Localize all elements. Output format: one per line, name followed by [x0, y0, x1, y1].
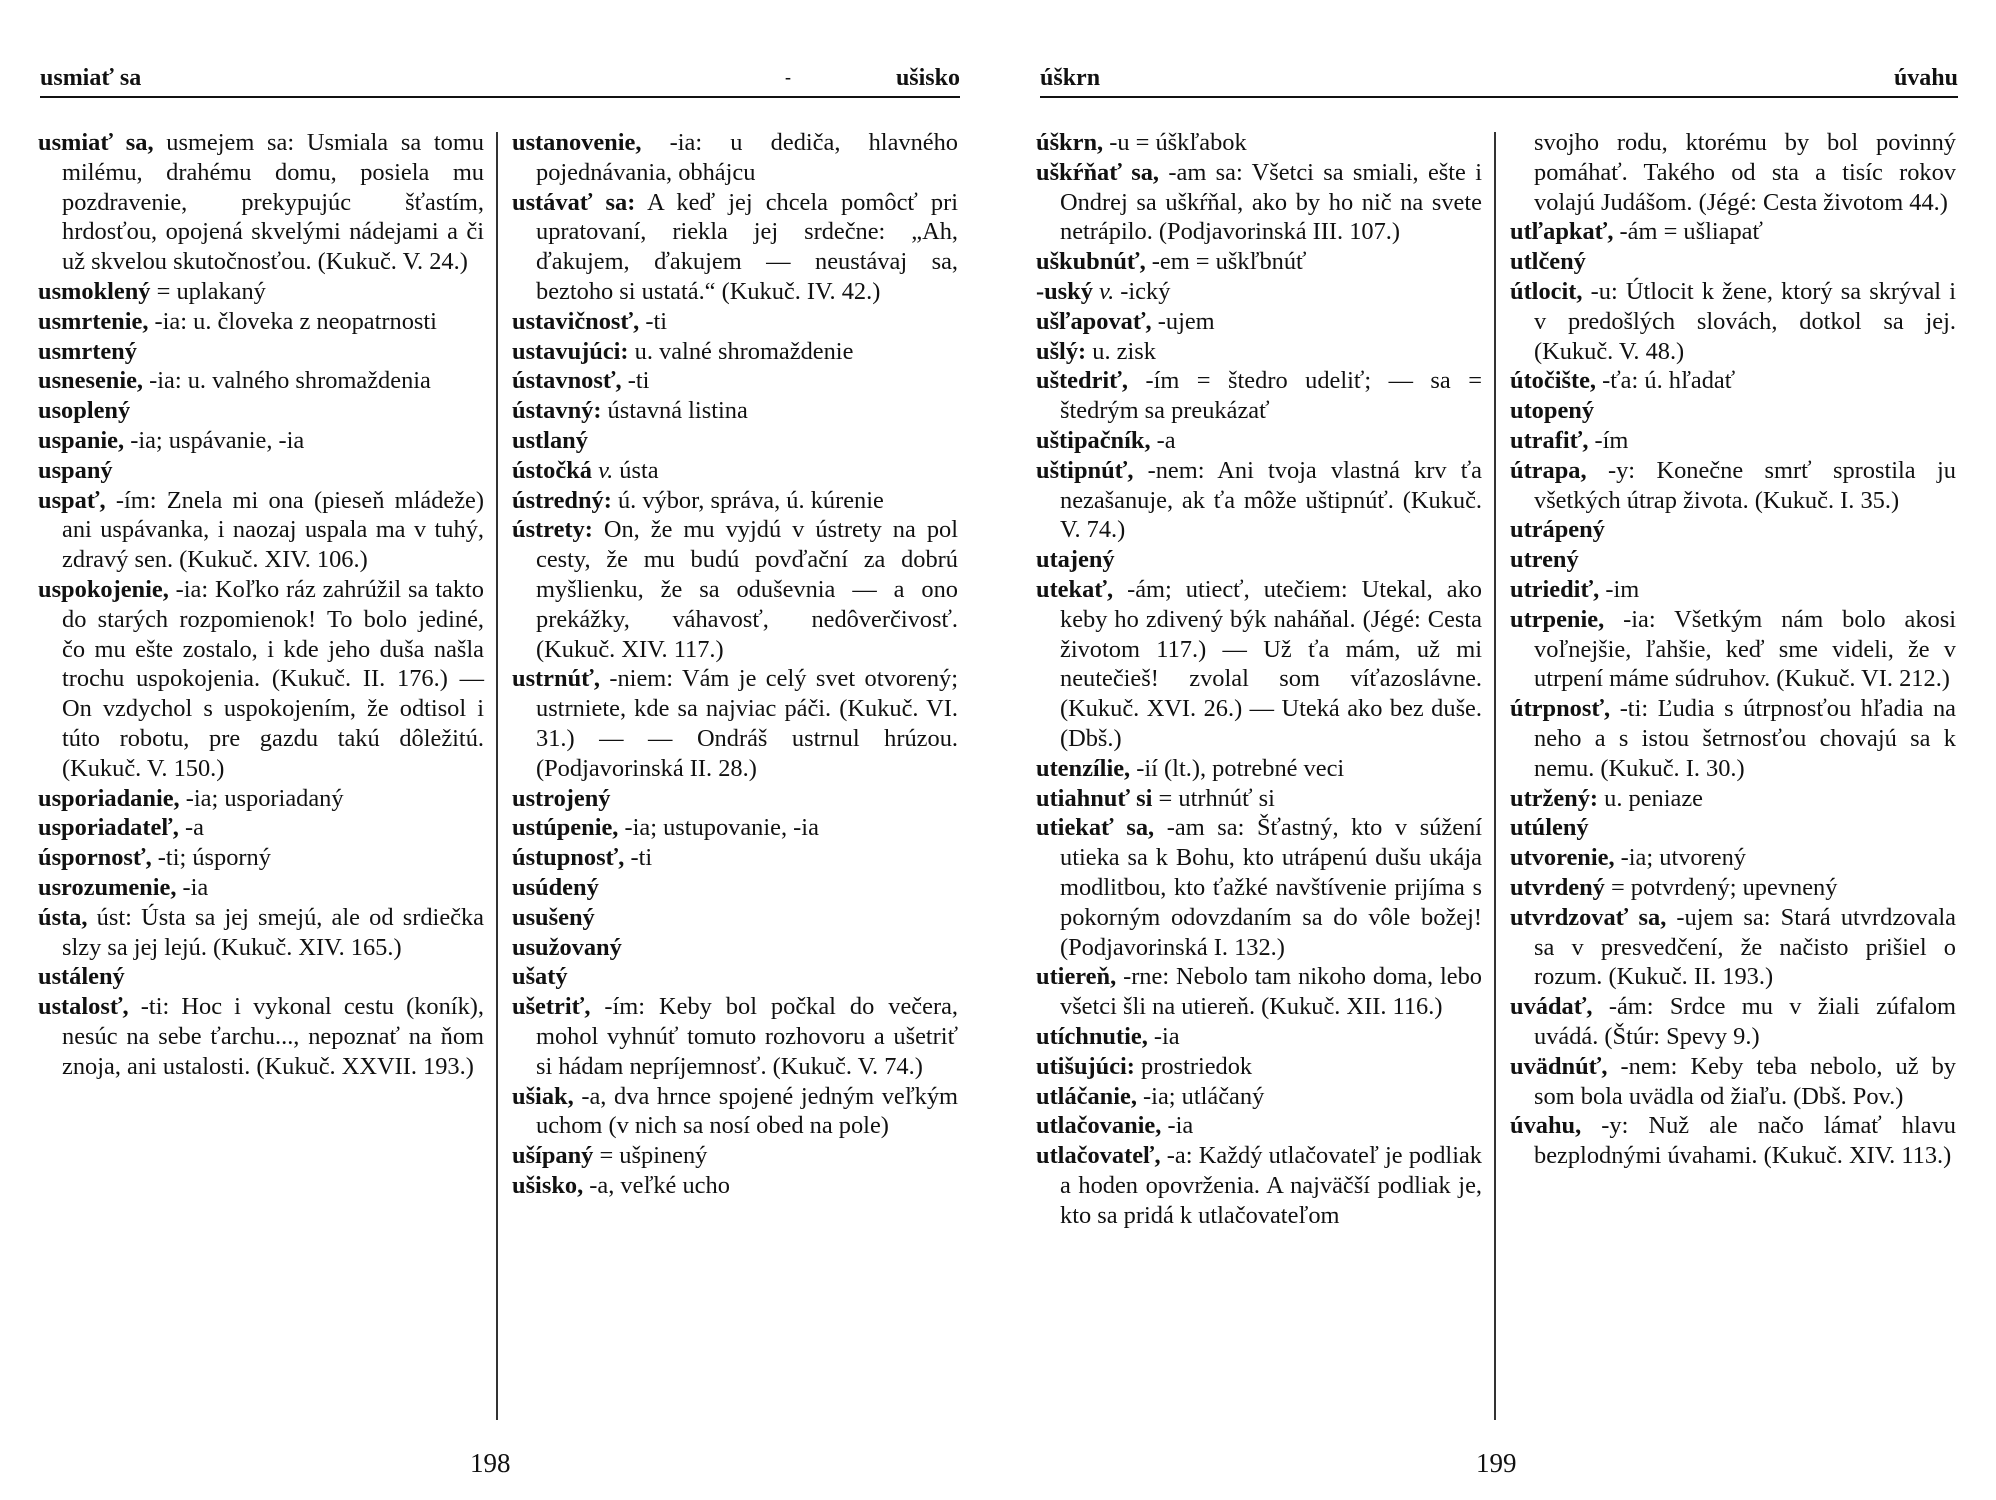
headword: uštedriť,	[1036, 367, 1128, 395]
entry-text: -ti	[639, 307, 668, 335]
headword: ústavnosť,	[512, 367, 622, 395]
dictionary-entry	[512, 784, 958, 814]
headword: ústredný:	[512, 486, 612, 514]
dictionary-entry	[38, 813, 484, 843]
entry-text: A keď jej chcela pomôcť pri upratovaní, riekla jej srdečne: „Ah, ďakujem, ďakujem — neustávaj sa, beztoho si ustatá.“ (Kukuč. IV. 42.)	[536, 188, 958, 305]
dictionary-entry	[1510, 545, 1956, 575]
headword: usnesenie,	[38, 367, 144, 395]
dictionary-entry	[38, 128, 484, 277]
page-number: 199	[1476, 1448, 1517, 1478]
headword: ústočká	[512, 456, 592, 484]
column-divider	[496, 132, 498, 1420]
entry-text: -ia	[1147, 1022, 1180, 1050]
dictionary-entry	[38, 903, 484, 963]
headword: usušený	[512, 903, 595, 931]
guide-word-right: ušisko	[895, 65, 960, 91]
entry-text: -am sa: Šťastný, kto v súžení utieka sa k Bohu, kto utrápenú dušu ukája modlitbou, kto ťažké navštívenie prijíma s pokorným odovzdaním sa do vôle božej! (Podjavorinská I. 132.)	[1060, 814, 1483, 961]
entry-text: -u = úškľabok	[1103, 129, 1247, 156]
dictionary-entry	[1510, 784, 1956, 814]
headword: utvrdzovať sa,	[1510, 903, 1667, 931]
headword: ústrety:	[512, 516, 593, 544]
dictionary-entry	[512, 813, 958, 843]
entry-text: -ia	[176, 873, 209, 901]
dictionary-entry	[512, 426, 958, 456]
entry-text: = ušpinený	[593, 1142, 708, 1170]
headword: ušatý	[512, 963, 568, 991]
dictionary-entry	[38, 873, 484, 903]
headword: usrozumenie,	[38, 873, 177, 901]
headword: utriediť,	[1510, 575, 1600, 603]
column-right	[1510, 128, 1956, 1171]
entry-text: -im	[1599, 575, 1640, 603]
headword: utvrdený	[1510, 873, 1605, 901]
entry-text: u. peniaze	[1598, 784, 1704, 812]
headword: utajený	[1036, 546, 1115, 574]
entry-text: -ám: Srdce mu v žiali zúfalom uvádá. (Štúr: Spevy 9.)	[1534, 993, 1956, 1050]
dictionary-entry	[38, 992, 484, 1081]
dictionary-entry	[1036, 1111, 1482, 1141]
headword: uspanie,	[38, 426, 125, 454]
headword: ustávať sa:	[512, 188, 636, 216]
entry-text: ústavná listina	[601, 397, 748, 425]
entry-text: -ia: u dediča, hlavného pojednávania, obhájcu	[536, 129, 958, 186]
headword: usporiadateľ,	[38, 814, 179, 842]
column-left	[1036, 128, 1482, 1230]
dictionary-entry	[1510, 694, 1956, 783]
headword: uvädnúť,	[1510, 1052, 1608, 1080]
headword: usoplený	[38, 397, 131, 425]
entry-text: u. valné shromaždenie	[628, 337, 854, 365]
dictionary-entry	[1036, 277, 1482, 307]
dictionary-entry	[512, 1082, 958, 1142]
entry-text: -a	[178, 814, 204, 842]
headword: utopený	[1510, 397, 1595, 425]
dictionary-entry	[1036, 128, 1482, 158]
dictionary-entry	[38, 456, 484, 486]
headword: útrpnosť,	[1510, 695, 1611, 723]
dictionary-entry	[512, 992, 958, 1081]
dictionary-entry	[512, 128, 958, 188]
headword: uškŕňať sa,	[1036, 158, 1160, 186]
dictionary-entry	[1036, 337, 1482, 367]
headword: uspať,	[38, 486, 106, 514]
entry-text: -ti	[621, 367, 650, 395]
dictionary-entry	[1510, 813, 1956, 843]
entry-text: -em = uškľbnúť	[1145, 248, 1307, 276]
dictionary-entry	[512, 933, 958, 963]
dictionary-entry	[512, 873, 958, 903]
column-right	[512, 128, 958, 1201]
headword: útrapa,	[1510, 456, 1587, 484]
dictionary-entry	[512, 456, 958, 486]
headword: usužovaný	[512, 933, 622, 961]
headword: útlocit,	[1510, 277, 1583, 305]
entry-text: -ia; utláčaný	[1136, 1082, 1265, 1110]
dictionary-entry	[1036, 754, 1482, 784]
dictionary-entry	[38, 575, 484, 784]
entry-text: -nem: Ani tvoja vlastná krv ťa nezašanuje, ak ťa môže uštipnúť. (Kukuč. V. 74.)	[1060, 456, 1482, 544]
dictionary-entry	[1510, 366, 1956, 396]
entry-text: = utrhnúť si	[1152, 784, 1275, 812]
headword: ušľapovať,	[1036, 307, 1152, 335]
headword: ustavičnosť,	[512, 307, 640, 335]
dictionary-entry	[38, 784, 484, 814]
dictionary-entry	[1510, 992, 1956, 1052]
entry-text: -a, veľké ucho	[583, 1171, 730, 1199]
entry-text: -nem: Keby teba nebolo, už by som bola uvädla od žiaľu. (Dbš. Pov.)	[1534, 1052, 1956, 1110]
dictionary-entry	[1510, 277, 1956, 366]
headword: -uský	[1036, 277, 1093, 305]
dictionary-entry	[1510, 396, 1956, 426]
entry-text: -ický	[1114, 277, 1171, 305]
entry-text: -ia: u. človeka z neopatrnosti	[148, 307, 437, 335]
headword: utrený	[1510, 546, 1579, 574]
headword: uspaný	[38, 456, 113, 484]
dictionary-entry	[512, 337, 958, 367]
dictionary-entry	[38, 277, 484, 307]
dictionary-entry	[1036, 784, 1482, 814]
dictionary-entry	[512, 664, 958, 783]
entry-text: -ia; utvorený	[1614, 844, 1746, 872]
entry-text: -ti: Hoc i vykonal cestu (koník), nesúc na sebe ťarchu..., nepoznať na ňom znoja, ani ustalosti. (Kukuč. XXVII. 193.)	[62, 993, 484, 1080]
headword: uštipačník,	[1036, 426, 1151, 454]
entry-text: -ujem sa: Stará utvrdzovala sa v presvedčení, že načisto prišiel o rozum. (Kukuč. II. 193.)	[1534, 903, 1956, 991]
headword: utiereň,	[1036, 963, 1117, 991]
dictionary-entry	[1510, 575, 1956, 605]
headword: utvorenie,	[1510, 844, 1615, 872]
headword: ustalosť,	[38, 993, 129, 1021]
headword: uvádať,	[1510, 993, 1593, 1021]
headword: ušlý:	[1036, 337, 1087, 365]
headword: utúlený	[1510, 814, 1589, 842]
entry-text: prostriedok	[1134, 1052, 1253, 1080]
headword: uštipnúť,	[1036, 456, 1134, 484]
guide-word-right: úvahu	[1893, 65, 1958, 91]
headword: ustrnúť,	[512, 665, 600, 693]
dictionary-entry	[1036, 158, 1482, 247]
entry-text: -y: Nuž ale načo lámať hlavu bezplodnými úvahami. (Kukuč. XIV. 113.)	[1534, 1112, 1956, 1170]
entry-text: -ia: Koľko ráz zahrúžil sa takto do starých rozpomienok! To bolo jediné, čo mu ešte zostalo, i kde jeho duša našla trochu uspokojenia. (Kukuč. II. 176.) — On vzdychol s uspokojením, že odtisol i túto robotu, pre gazdu takú dôležitú. (Kukuč. V. 150.)	[62, 575, 484, 782]
entry-text: = uplakaný	[150, 277, 266, 305]
head-mark: -	[785, 67, 791, 87]
right-page	[998, 0, 1996, 1500]
dictionary-entry	[512, 1141, 958, 1171]
headword: utlačovanie,	[1036, 1112, 1162, 1140]
headword: utľapkať,	[1510, 218, 1614, 246]
dictionary-entry	[512, 486, 958, 516]
entry-text: -am sa: Všetci sa smiali, ešte i Ondrej sa uškŕňal, ako by ho nič na svete netrápilo. (Podjavorinská III. 107.)	[1060, 158, 1482, 246]
entry-text: -ám; utiecť, utečiem: Utekal, ako keby ho zdivený býk naháňal. (Jégé: Cesta životom 117.) — Už ťa mám, už mi neutečieš! zvolal som víťazoslávne. (Kukuč. XVI. 26.) — Uteká ako bez duše. (Dbš.)	[1060, 575, 1482, 752]
dictionary-entry	[38, 337, 484, 367]
headword: utrpenie,	[1510, 605, 1605, 633]
dictionary-entry	[1036, 813, 1482, 962]
entry-text: On, že mu vyjdú v ústrety na pol cesty, že mu budú povďační za dobrú myšlienku, že sa oduševnia — a ono prekážky, váhavosť, nedôverčivosť. (Kukuč. XIV. 117.)	[536, 516, 958, 663]
dictionary-entry	[38, 307, 484, 337]
dictionary-entry	[38, 366, 484, 396]
headword: usmoklený	[38, 277, 151, 305]
running-head	[40, 62, 960, 98]
column-divider	[1494, 132, 1496, 1420]
dictionary-entry	[1036, 1052, 1482, 1082]
guide-word-left: usmiať sa	[40, 65, 142, 91]
dictionary-entry	[1510, 426, 1956, 456]
dictionary-entry	[38, 962, 484, 992]
headword: ustanovenie,	[512, 129, 642, 156]
dictionary-entry	[1036, 1022, 1482, 1052]
headword: utekať,	[1036, 575, 1114, 603]
cross-reference-mark: v.	[1092, 277, 1115, 305]
dictionary-entry	[1510, 456, 1956, 516]
entry-text: -ia; ustupovanie, -ia	[618, 814, 819, 842]
headword: úškrn,	[1036, 129, 1104, 156]
dictionary-entry	[1036, 545, 1482, 575]
dictionary-entry	[1510, 605, 1956, 694]
dictionary-entry	[38, 396, 484, 426]
headword: utrafiť,	[1510, 426, 1589, 454]
dictionary-entry	[512, 396, 958, 426]
entry-text: -ia; uspávanie, -ia	[124, 426, 305, 454]
dictionary-entry	[1036, 962, 1482, 1022]
entry-text: usmejem sa: Usmiala sa tomu milému, drahému domu, posiela mu pozdravenie, prekypujúc šťastím, hrdosťou, opojená skvelými nádejami a či už skvelou skutočnosťou. (Kukuč. V. 24.)	[62, 129, 485, 276]
headword: utišujúci:	[1036, 1052, 1135, 1080]
headword: ústavný:	[512, 397, 602, 425]
headword: usmiať sa,	[38, 129, 154, 156]
entry-text: -ujem	[1151, 307, 1215, 335]
dictionary-entry	[1510, 1111, 1956, 1171]
dictionary-entry	[512, 1171, 958, 1201]
dictionary-entry	[1510, 843, 1956, 873]
headword: ušípaný	[512, 1142, 594, 1170]
headword: usmrtený	[38, 337, 137, 365]
dictionary-entry	[512, 843, 958, 873]
headword: ustálený	[38, 963, 125, 991]
entry-text: -ím = štedro udeliť; — sa = štedrým sa preukázať	[1060, 367, 1482, 425]
headword: ústupnosť,	[512, 844, 625, 872]
guide-word-left: úškrn	[1040, 65, 1101, 91]
headword: útočište,	[1510, 367, 1597, 395]
headword: utíchnutie,	[1036, 1022, 1148, 1050]
dictionary-entry	[1036, 575, 1482, 754]
dictionary-entry	[1036, 366, 1482, 426]
dictionary-entry	[1510, 873, 1956, 903]
headword: utrápený	[1510, 516, 1605, 544]
headword: ušiak,	[512, 1082, 574, 1110]
dictionary-entry	[38, 426, 484, 456]
headword: uspokojenie,	[38, 575, 169, 603]
dictionary-entry	[1036, 307, 1482, 337]
page-number: 198	[470, 1448, 511, 1478]
headword: utenzílie,	[1036, 754, 1131, 782]
entry-text: -ií (lt.), potrebné veci	[1130, 754, 1345, 782]
dictionary-entry	[1036, 247, 1482, 277]
cross-reference-mark: v.	[591, 456, 614, 484]
headword: úspornosť,	[38, 844, 152, 872]
entry-text: -u: Útlocit k žene, ktorý sa skrýval i v predošlých slovách, dotkol sa jej. (Kukuč. V. 48.)	[1534, 277, 1956, 365]
headword: utiekať sa,	[1036, 814, 1155, 842]
headword: ustlaný	[512, 426, 588, 454]
headword: ustúpenie,	[512, 814, 619, 842]
entry-text: -ia: Všetkým nám bolo akosi voľnejšie, ľahšie, keď sme videli, že v utrpení máme súdruhov. (Kukuč. VI. 212.)	[1534, 605, 1956, 693]
entry-text: -a: Každý utlačovateľ je podliak a hoden opovrženia. A najväčší podliak je, kto sa pridá k utlačovateľom	[1060, 1142, 1482, 1229]
entry-text: -ia; usporiadaný	[179, 784, 344, 812]
dictionary-entry	[1510, 903, 1956, 992]
dictionary-entry	[512, 366, 958, 396]
dictionary-entry	[1036, 1082, 1482, 1112]
dictionary-entry	[1036, 456, 1482, 545]
entry-text: -a	[1150, 426, 1176, 454]
entry-text: ústa	[613, 456, 659, 484]
headword: ustrojený	[512, 784, 611, 812]
headword: utlčený	[1510, 248, 1586, 276]
headword: utlačovateľ,	[1036, 1142, 1161, 1170]
entry-text: úst: Ústa sa jej smejú, ale od srdiečka slzy sa jej lejú. (Kukuč. XIV. 165.)	[62, 903, 484, 961]
dictionary-entry	[38, 843, 484, 873]
headword: uškubnúť,	[1036, 248, 1146, 276]
headword: ustavujúci:	[512, 337, 629, 365]
entry-text: -y: Konečne smrť sprostila ju všetkých útrap života. (Kukuč. I. 35.)	[1534, 456, 1956, 514]
headword: utláčanie,	[1036, 1082, 1137, 1110]
headword: úvahu,	[1510, 1112, 1582, 1140]
entry-text: -ti; úsporný	[151, 844, 271, 872]
dictionary-entry	[1510, 128, 1956, 217]
entry-text: = potvrdený; upevnený	[1604, 873, 1838, 901]
dictionary-entry	[1510, 247, 1956, 277]
entry-text: u. zisk	[1086, 337, 1156, 365]
dictionary-entry	[512, 515, 958, 664]
headword: ušisko,	[512, 1171, 584, 1199]
entry-text: -ti	[624, 844, 653, 872]
entry-text: -ťa: ú. hľadať	[1596, 367, 1736, 395]
dictionary-entry	[1510, 1052, 1956, 1112]
dictionary-entry	[38, 486, 484, 575]
entry-text: -ia: u. valného shromaždenia	[143, 367, 431, 395]
entry-text: -a, dva hrnce spojené jedným veľkým uchom (v nich sa nosí obed na pole)	[536, 1082, 958, 1140]
dictionary-entry	[512, 962, 958, 992]
dictionary-entry	[1510, 217, 1956, 247]
headword: ústa,	[38, 903, 88, 931]
dictionary-entry	[512, 903, 958, 933]
entry-text: -ím: Znela mi ona (pieseň mládeže) ani uspávanka, i naozaj uspala ma v tuhý, zdravý sen. (Kukuč. XIV. 106.)	[62, 486, 484, 574]
headword: usúdený	[512, 873, 599, 901]
entry-text: -ám = ušliapať	[1613, 218, 1763, 246]
entry-text: svojho rodu, ktorému by bol povinný pomáhať. Takého od sta a tisíc rokov volajú Judášom. (Jégé: Cesta životom 44.)	[1534, 129, 1956, 216]
entry-text: -ia	[1161, 1112, 1194, 1140]
entry-text: -ím: Keby bol počkal do večera, mohol vyhnúť tomuto rozhovoru a ušetriť si hádam nepríjemnosť. (Kukuč. V. 74.)	[536, 993, 958, 1080]
entry-text: -ti: Ľudia s útrpnosťou hľadia na neho a s istou šetrnosťou chovajú sa k nemu. (Kukuč. I. 30.)	[1534, 695, 1956, 782]
entry-text: -niem: Vám je celý svet otvorený; ustrniete, kde sa najviac páči. (Kukuč. VI. 31.) — — Ondráš ustrnul hrúzou. (Podjavorinská II. 28.)	[536, 665, 958, 782]
entry-text: ú. výbor, správa, ú. kúrenie	[611, 486, 884, 514]
running-head	[1040, 62, 1958, 98]
column-left	[38, 128, 484, 1082]
dictionary-entry	[1036, 1141, 1482, 1230]
dictionary-entry	[512, 188, 958, 307]
dictionary-entry	[1510, 515, 1956, 545]
dictionary-entry	[512, 307, 958, 337]
headword: usporiadanie,	[38, 784, 180, 812]
entry-text: -ím	[1588, 426, 1629, 454]
headword: utiahnuť si	[1036, 784, 1153, 812]
headword: ušetriť,	[512, 993, 591, 1021]
headword: usmrtenie,	[38, 307, 149, 335]
entry-text: -rne: Nebolo tam nikoho doma, lebo všetci šli na utiereň. (Kukuč. XII. 116.)	[1060, 963, 1482, 1021]
dictionary-entry	[1036, 426, 1482, 456]
headword: utržený:	[1510, 784, 1599, 812]
